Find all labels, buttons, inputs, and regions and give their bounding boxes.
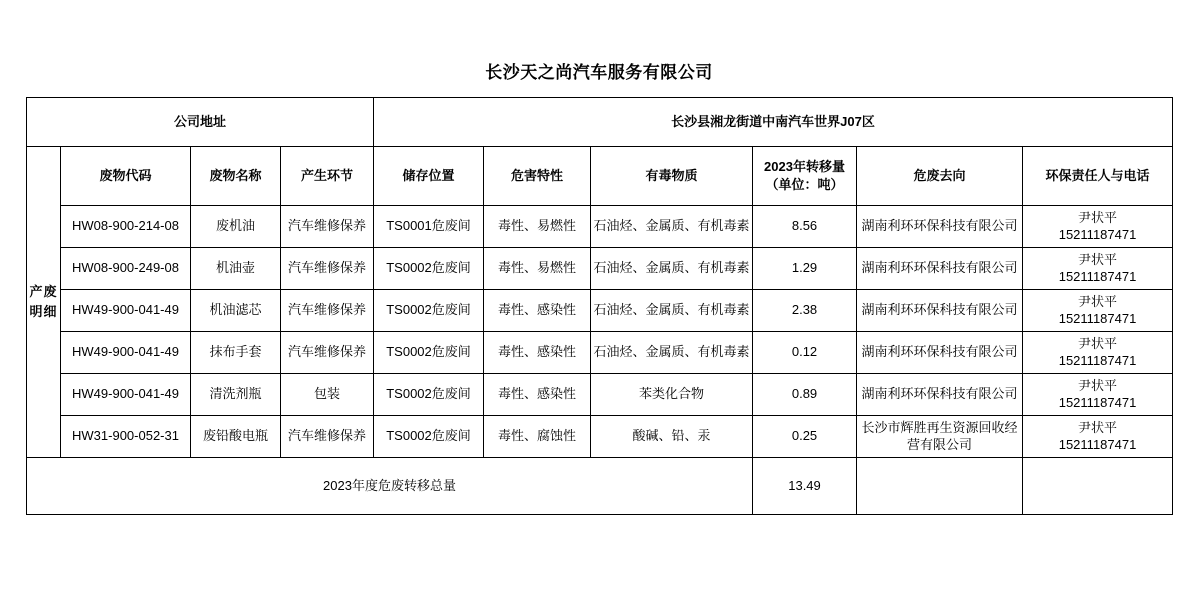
cell-amount: 2.38	[753, 290, 857, 332]
cell-hazard: 毒性、感染性	[484, 290, 591, 332]
cell-amount: 0.25	[753, 416, 857, 458]
contact-name: 尹状平	[1078, 210, 1118, 226]
cell-contact	[1023, 416, 1173, 458]
cell-stage: 汽车维修保养	[281, 416, 374, 458]
cell-stage: 汽车维修保养	[281, 290, 374, 332]
cell-stage: 汽车维修保养	[281, 206, 374, 248]
table-row	[27, 416, 1173, 458]
cell-name: 抹布手套	[191, 332, 281, 374]
cell-amount: 0.89	[753, 374, 857, 416]
total-blank-contact	[1023, 458, 1173, 515]
column-header-name: 废物名称	[191, 147, 281, 206]
table-row-total	[27, 458, 1173, 515]
cell-contact	[1023, 332, 1173, 374]
cell-toxic: 石油烃、金属质、有机毒素	[591, 206, 753, 248]
cell-destination: 湖南利环环保科技有限公司	[857, 332, 1023, 374]
contact-name: 尹状平	[1078, 252, 1118, 268]
column-header-hazard: 危害特性	[484, 147, 591, 206]
cell-stage: 包装	[281, 374, 374, 416]
column-header-stage: 产生环节	[281, 147, 374, 206]
cell-code: HW08-900-249-08	[61, 248, 191, 290]
cell-contact	[1023, 290, 1173, 332]
cell-destination: 湖南利环环保科技有限公司	[857, 290, 1023, 332]
table-row	[27, 248, 1173, 290]
cell-toxic: 石油烃、金属质、有机毒素	[591, 248, 753, 290]
cell-code: HW49-900-041-49	[61, 374, 191, 416]
contact-phone: 15211187471	[1058, 394, 1137, 410]
contact-name: 尹状平	[1078, 294, 1118, 310]
column-header-storage: 储存位置	[374, 147, 484, 206]
contact-phone: 15211187471	[1058, 352, 1137, 368]
hazardous-waste-table	[26, 97, 1173, 515]
table-row	[27, 332, 1173, 374]
company-address-label: 公司地址	[27, 98, 374, 147]
cell-destination: 湖南利环环保科技有限公司	[857, 206, 1023, 248]
cell-toxic: 苯类化合物	[591, 374, 753, 416]
page-title: 长沙天之尚汽车服务有限公司	[485, 63, 713, 82]
cell-storage: TS0002危废间	[374, 332, 484, 374]
section-label-waste-detail	[27, 147, 61, 458]
cell-code: HW08-900-214-08	[61, 206, 191, 248]
cell-code: HW49-900-041-49	[61, 290, 191, 332]
cell-stage: 汽车维修保养	[281, 248, 374, 290]
company-address-value: 长沙县湘龙街道中南汽车世界J07区	[374, 98, 1173, 147]
cell-name: 机油壶	[191, 248, 281, 290]
contact-phone: 15211187471	[1058, 310, 1137, 326]
cell-name: 机油滤芯	[191, 290, 281, 332]
cell-name: 废机油	[191, 206, 281, 248]
table-header-row	[27, 147, 1173, 206]
table-row-address	[27, 98, 1173, 147]
cell-destination: 湖南利环环保科技有限公司	[857, 374, 1023, 416]
cell-name: 清洗剂瓶	[191, 374, 281, 416]
cell-hazard: 毒性、感染性	[484, 332, 591, 374]
total-blank-destination	[857, 458, 1023, 515]
total-value: 13.49	[753, 458, 857, 515]
cell-toxic: 石油烃、金属质、有机毒素	[591, 332, 753, 374]
table-row	[27, 206, 1173, 248]
cell-toxic: 酸碱、铅、汞	[591, 416, 753, 458]
contact-name: 尹状平	[1078, 336, 1118, 352]
column-header-amount	[753, 147, 857, 206]
column-header-amount-line1: 2023年转移量	[764, 159, 845, 175]
cell-storage: TS0002危废间	[374, 374, 484, 416]
cell-storage: TS0002危废间	[374, 248, 484, 290]
cell-contact	[1023, 248, 1173, 290]
cell-code: HW49-900-041-49	[61, 332, 191, 374]
cell-contact	[1023, 374, 1173, 416]
column-header-toxic: 有毒物质	[591, 147, 753, 206]
column-header-destination: 危废去向	[857, 147, 1023, 206]
contact-phone: 15211187471	[1058, 436, 1137, 452]
cell-contact	[1023, 206, 1173, 248]
cell-toxic: 石油烃、金属质、有机毒素	[591, 290, 753, 332]
table-row	[27, 290, 1173, 332]
total-label: 2023年度危废转移总量	[27, 458, 753, 515]
contact-name: 尹状平	[1078, 420, 1118, 436]
cell-storage: TS0002危废间	[374, 416, 484, 458]
cell-stage: 汽车维修保养	[281, 332, 374, 374]
cell-storage: TS0002危废间	[374, 290, 484, 332]
table-row	[27, 374, 1173, 416]
cell-destination: 湖南利环环保科技有限公司	[857, 248, 1023, 290]
cell-amount: 8.56	[753, 206, 857, 248]
cell-destination: 长沙市辉胜再生资源回收经营有限公司	[857, 416, 1023, 458]
cell-name: 废铅酸电瓶	[191, 416, 281, 458]
contact-name: 尹状平	[1078, 378, 1118, 394]
cell-hazard: 毒性、易燃性	[484, 206, 591, 248]
column-header-amount-unit: （单位：吨）	[765, 177, 844, 192]
column-header-contact: 环保责任人与电话	[1023, 147, 1173, 206]
cell-hazard: 毒性、易燃性	[484, 248, 591, 290]
cell-amount: 0.12	[753, 332, 857, 374]
cell-code: HW31-900-052-31	[61, 416, 191, 458]
cell-hazard: 毒性、腐蚀性	[484, 416, 591, 458]
column-header-code: 废物代码	[61, 147, 191, 206]
contact-phone: 15211187471	[1058, 268, 1137, 284]
cell-storage: TS0001危废间	[374, 206, 484, 248]
cell-hazard: 毒性、感染性	[484, 374, 591, 416]
cell-amount: 1.29	[753, 248, 857, 290]
section-label-text: 产废明细	[29, 283, 58, 319]
contact-phone: 15211187471	[1058, 226, 1137, 242]
